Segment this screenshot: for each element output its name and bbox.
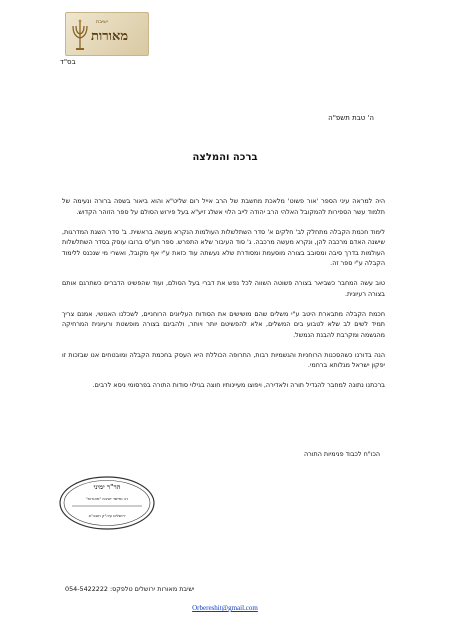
email-link[interactable]: Orbereshit@gmail.com [192,604,258,612]
body-paragraph: חכמת הקבלה מתבארת היטב ע"י משלים שהם מושישים את הסודות העליונים הרוחניים, לשכלנו האנושי, אמנם צריך תמיד לשים לב שלא לטבוע בים המשלים, אלא להפשיטם יותר ויותר, ולהבינם בצורה מופשטת ורעיונית המרחיקה מהגשמה ומקרבת להבנת הנמשל. [62,309,385,339]
logo-main-text: מאורות [91,29,129,44]
stamp-title: רב ומייסד ישיבת "מאורות" [85,496,129,501]
stamp-city: ירושלים עיה"ק תובב"א [88,513,126,518]
stamp-name: הר"ר ימיני [93,483,121,491]
signoff: הכו"ח לכבוד פנימיות התורה [303,450,380,458]
letter-date: ה' טבת תשפ"ה [328,114,374,122]
yeshiva-logo [65,12,149,56]
letter-title: ברכה והמלצה [192,152,258,163]
rabbi-stamp [58,475,156,531]
letter-body [62,196,385,400]
bsd-header: בס"ד [60,58,76,66]
body-paragraph: היה למראה עיני הספר 'אור פשוט' מלאכת מחשבת של הרב אייל רום שליט"א והוא ביאור בשפה ברורה ונעימה של תלמוד עשר הספירות להמקובל האלהי הרב יהודה לייב הלוי אשלג זיע"א בעל פירוש הסולם על ספר הזוהר הקדוש. [62,197,385,216]
logo-top-text: ישיבת [96,19,108,25]
menorah-icon [69,16,91,54]
body-paragraph: ברכתנו נתונה למחבר להגדיל תורה ולאדירה, ויפוצו מעיינותיו חוצה בגילוי סודות התורה בפרסומי ניסא לרבים. [92,381,385,389]
footer-contact: ישיבת מאורות ירושלים טלפקס: 054-5422222 [65,585,195,593]
body-paragraph: לימוד חכמת הקבלה מתחלק לב' חלקים א' סדר השתלשלות העולמות הנקרא מעשה בראשית. ב' סדר השגת המדרגות, שישנה האדם מרכבה להן, ונקרא מעשה מרכבה. ג' סוד העיבור שלא התפרש. ספר תע"ס ברובו עוסק בסדר השתלשלות העולמות בדרך סיבה ומסובב בצורה מוסעמת ומסודרת שלא נעשתה עוד כזאת ע"י אף מקובל, ואשרי מי שנכנס ללימוד הקבלה ע"י ספר זה. [62,227,385,267]
body-paragraph: טוב עשה המחבר כשביאר בצורה פשוטה השווה לכל נפש את דברי בעל הסולם, ועוד שהפשיט הדברים כשתרגם אותם בצורה רעיונית. [62,279,385,298]
body-paragraph: הנה בדורנו כשהסכנות הרוחניות והגשמיות רבות, התרופה הכוללת היא העסק בחכמת הקבלה ומובטחים אנו שבזכות זו יפקון ישראל מגלותא ברחמי. [62,350,385,369]
